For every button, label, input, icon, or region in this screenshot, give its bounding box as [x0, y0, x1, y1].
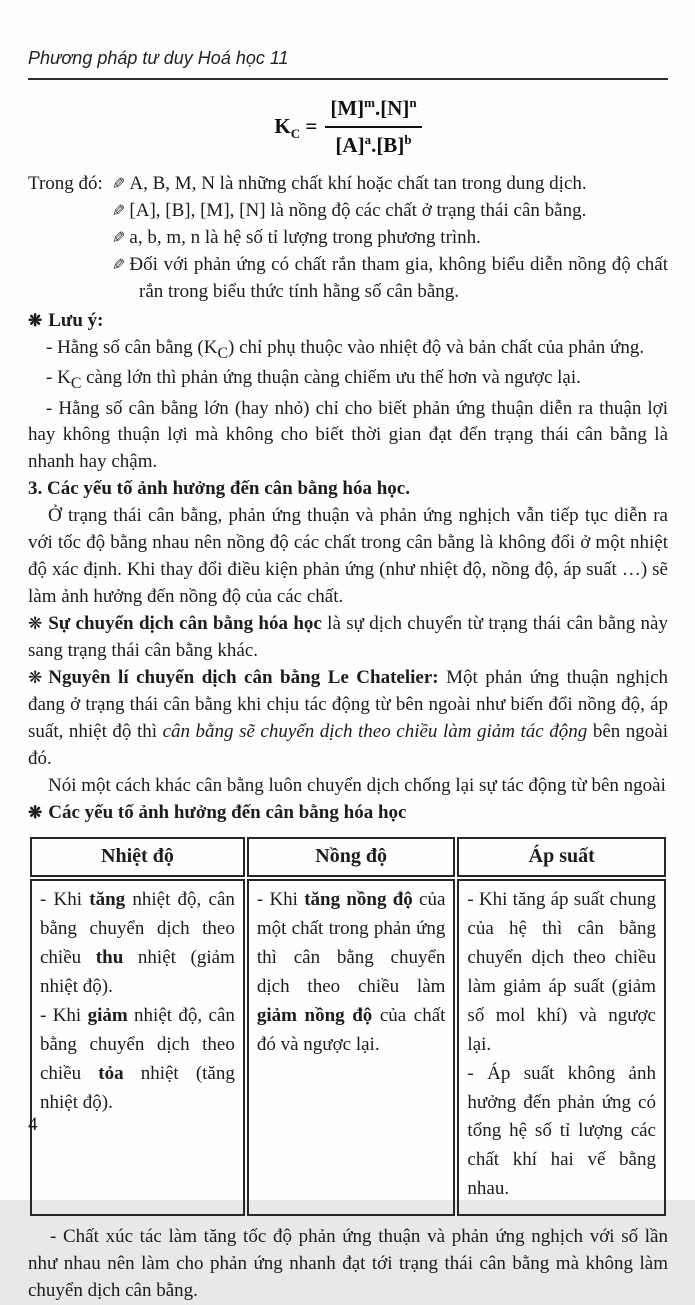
section-3-heading: 3. Các yếu tố ảnh hưởng đến cân bằng hóa học. — [28, 478, 410, 500]
shift-definition-paragraph — [28, 611, 668, 665]
column-header-temperature: Nhiệt độ — [30, 837, 245, 877]
equilibrium-constant-formula — [28, 94, 668, 162]
running-header-title: Phương pháp tư duy Hoá học 11 — [28, 48, 289, 68]
pencil-bullet-icon: ✎ — [112, 230, 126, 248]
definition-item — [112, 171, 668, 198]
section-3 — [28, 476, 668, 611]
definition-text: Đối với phản ứng có chất rắn tham gia, không biểu diễn nồng độ chất rắn trong biểu thức tính hằng số cân bằng. — [129, 254, 668, 303]
formula-fraction — [325, 94, 421, 162]
star-icon: ❋ — [28, 668, 43, 688]
definitions-list — [112, 171, 668, 306]
definition-item — [112, 198, 668, 225]
definition-text: [A], [B], [M], [N] là nồng độ các chất ở trạng thái cân bằng. — [129, 200, 587, 222]
notes-heading — [28, 308, 668, 335]
column-header-pressure: Áp suất — [457, 837, 666, 877]
definitions-block — [28, 171, 668, 306]
factors-table — [28, 835, 668, 1218]
notes-heading-label: Lưu ý: — [48, 310, 104, 332]
cell-temperature: - Khi tăng nhiệt độ, cân bằng chuyển dịch theo chiều thu nhiệt (giảm nhiệt độ). - Khi giảm nhiệt độ, cân bằng chuyển dịch theo chiều tỏa nhiệt (tăng nhiệt độ). — [30, 879, 245, 1216]
factors-table-body-row — [30, 879, 666, 1216]
star-icon: ❋ — [28, 614, 43, 634]
section-3-paragraph: Ở trạng thái cân bằng, phản ứng thuận và phản ứng nghịch vẫn tiếp tục diễn ra với tốc độ bằng nhau nên nồng độ các chất trong cân bằng là không đổi ở một nhiệt độ xác định. Khi thay đổi điều kiện phản ứng (như nhiệt độ, nồng độ, áp suất …) sẽ làm ảnh hưởng đến nồng độ của các chất. — [28, 505, 668, 608]
pencil-bullet-icon: ✎ — [112, 203, 126, 221]
running-header — [28, 46, 668, 80]
factors-heading-label: Các yếu tố ảnh hưởng đến cân bằng hóa học — [48, 802, 407, 824]
definitions-label: Trong đó: — [28, 173, 103, 195]
pencil-bullet-icon: ✎ — [112, 257, 126, 275]
factors-heading — [28, 800, 668, 827]
definition-text: A, B, M, N là những chất khí hoặc chất tan trong dung dịch. — [129, 173, 587, 195]
formula-lhs: $K_C$ = — [274, 113, 318, 141]
shift-definition-text: Sự chuyển dịch cân bằng hóa học là sự dịch chuyển từ trạng thái cân bằng này sang trạng thái cân bằng khác. — [28, 613, 668, 662]
page-number: 4 — [28, 1114, 38, 1135]
column-header-concentration: Nồng độ — [247, 837, 456, 877]
formula-numerator: $[M]^m.[N]^n$ — [325, 94, 421, 129]
formula-denominator: $[A]^a.[B]^b$ — [335, 132, 412, 158]
factors-table-header-row — [30, 837, 666, 877]
definition-text: a, b, m, n là hệ số tỉ lượng trong phương trình. — [129, 227, 481, 249]
note-item: - Hằng số cân bằng lớn (hay nhỏ) chỉ cho biết phản ứng thuận diễn ra thuận lợi hay không thuận lợi mà không cho biết thời gian đạt đến trạng thái cân bằng là nhanh hay chậm. — [28, 397, 668, 473]
cell-concentration: - Khi tăng nồng độ của một chất trong phản ứng thì cân bằng chuyển dịch theo chiều làm giảm nồng độ của chất đó và ngược lại. — [247, 879, 456, 1216]
pencil-bullet-icon: ✎ — [112, 176, 126, 194]
cell-pressure: - Khi tăng áp suất chung của hệ thì cân bằng chuyển dịch theo chiều làm giảm áp suất (giảm số mol khí) và ngược lại. - Áp suất không ảnh hưởng đến phản ứng có tổng hệ số tỉ lượng các chất khí hai vế bằng nhau. — [457, 879, 666, 1216]
le-chatelier-text: Nguyên lí chuyển dịch cân bằng Le Chatelier: Một phản ứng thuận nghịch đang ở trạng thái cân bằng khi chịu tác động từ bên ngoài như biến đổi nồng độ, áp suất, nhiệt độ thì cân bằng sẽ chuyển dịch theo chiều làm giảm tác động bên ngoài đó. — [28, 667, 669, 770]
restatement-paragraph: Nói một cách khác cân bằng luôn chuyển dịch chống lại sự tác động từ bên ngoài — [48, 775, 666, 797]
le-chatelier-paragraph — [28, 665, 668, 773]
notes-section — [28, 308, 668, 476]
note-item: - Hằng số cân bằng $(K_C)$ chỉ phụ thuộc vào nhiệt độ và bản chất của phản ứng. — [46, 336, 645, 362]
star-icon: ❋ — [28, 311, 43, 331]
definition-item — [112, 225, 668, 252]
catalyst-paragraph: - Chất xúc tác làm tăng tốc độ phản ứng thuận và phản ứng nghịch với số lần như nhau nên làm cho phản ứng nhanh đạt tới trạng thái cân bằng mà không làm chuyển dịch cân bằng. — [28, 1226, 668, 1301]
note-item: - $K_C$ càng lớn thì phản ứng thuận càng chiếm ưu thế hơn và ngược lại. — [46, 367, 581, 393]
star-icon: ❋ — [28, 803, 43, 823]
definition-item — [112, 252, 668, 306]
